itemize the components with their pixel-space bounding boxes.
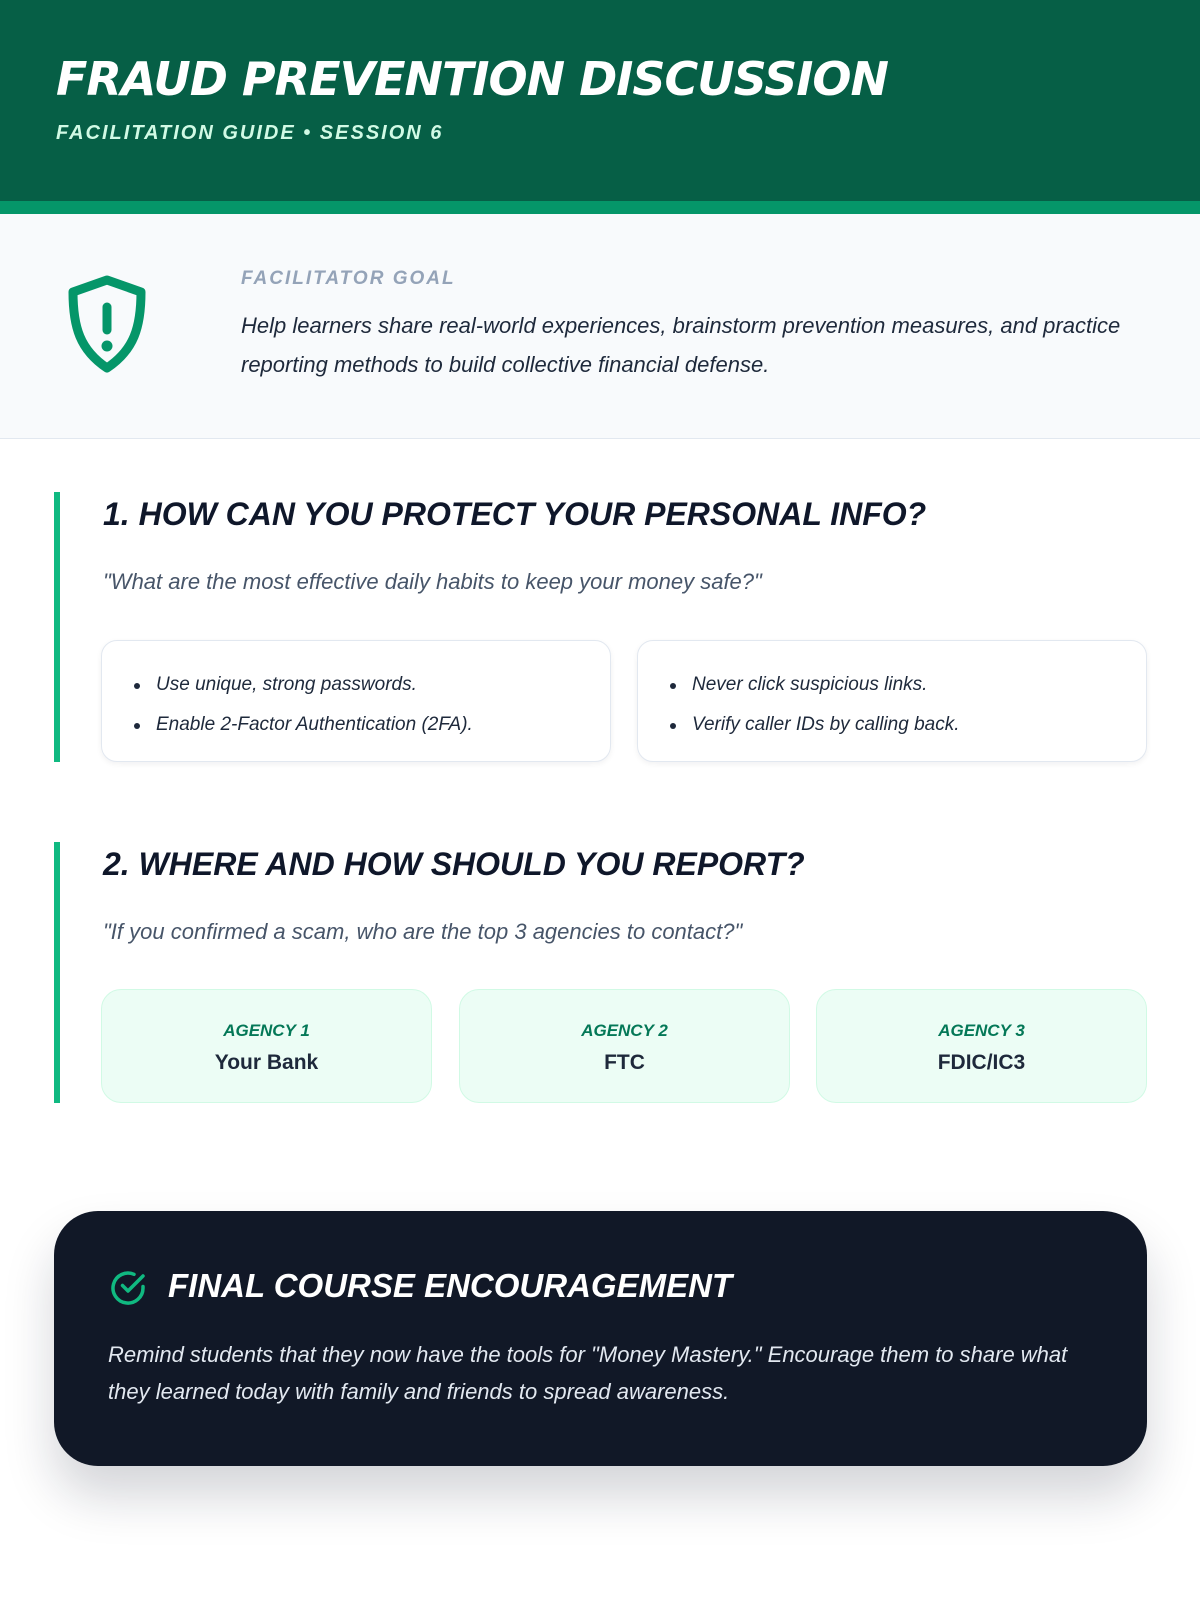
agency-name: FDIC/IC3 [937, 1051, 1026, 1074]
agency-name: Your Bank [214, 1051, 319, 1074]
agency-card-1 [101, 989, 432, 1103]
encouragement-text: Remind students that they now have the tools for "Money Mastery." Encourage them to share what they learned today with family and friends to spread awareness. [108, 1342, 1068, 1404]
agency-card-2 [459, 989, 790, 1103]
section-1-question: "What are the most effective daily habits to keep your money safe?" [103, 569, 762, 594]
encouragement-title: FINAL COURSE ENCOURAGEMENT [168, 1267, 733, 1304]
section-2-title: 2. WHERE AND HOW SHOULD YOU REPORT? [103, 846, 805, 882]
agency-label: AGENCY 2 [581, 1021, 668, 1040]
shield-alert-icon [66, 275, 148, 375]
section-2-question: "If you confirmed a scam, who are the top 3 agencies to contact?" [103, 919, 743, 944]
list-item: Never click suspicious links. [668, 665, 1126, 705]
tips-card-2 [637, 640, 1147, 762]
page-subtitle: FACILITATION GUIDE • SESSION 6 [56, 122, 444, 144]
check-circle-icon [108, 1268, 148, 1308]
agency-card-3 [816, 989, 1147, 1103]
tips-card-1 [101, 640, 611, 762]
list-item: Enable 2-Factor Authentication (2FA). [132, 705, 590, 745]
goal-label: FACILITATOR GOAL [241, 268, 456, 289]
goal-text: Help learners share real-world experiences, brainstorm prevention measures, and practice reporting methods to build collective financial defense. [241, 313, 1121, 377]
header-accent-stripe [0, 201, 1200, 214]
page-title: FRAUD PREVENTION DISCUSSION [56, 52, 888, 106]
list-item: Use unique, strong passwords. [132, 665, 590, 705]
agency-name: FTC [604, 1051, 645, 1074]
section-2-accent-bar [54, 842, 60, 1103]
list-item: Verify caller IDs by calling back. [668, 705, 1126, 745]
section-1-accent-bar [54, 492, 60, 762]
agency-label: AGENCY 1 [223, 1021, 310, 1040]
agency-label: AGENCY 3 [938, 1021, 1025, 1040]
section-1-title: 1. HOW CAN YOU PROTECT YOUR PERSONAL INFO? [103, 496, 927, 532]
